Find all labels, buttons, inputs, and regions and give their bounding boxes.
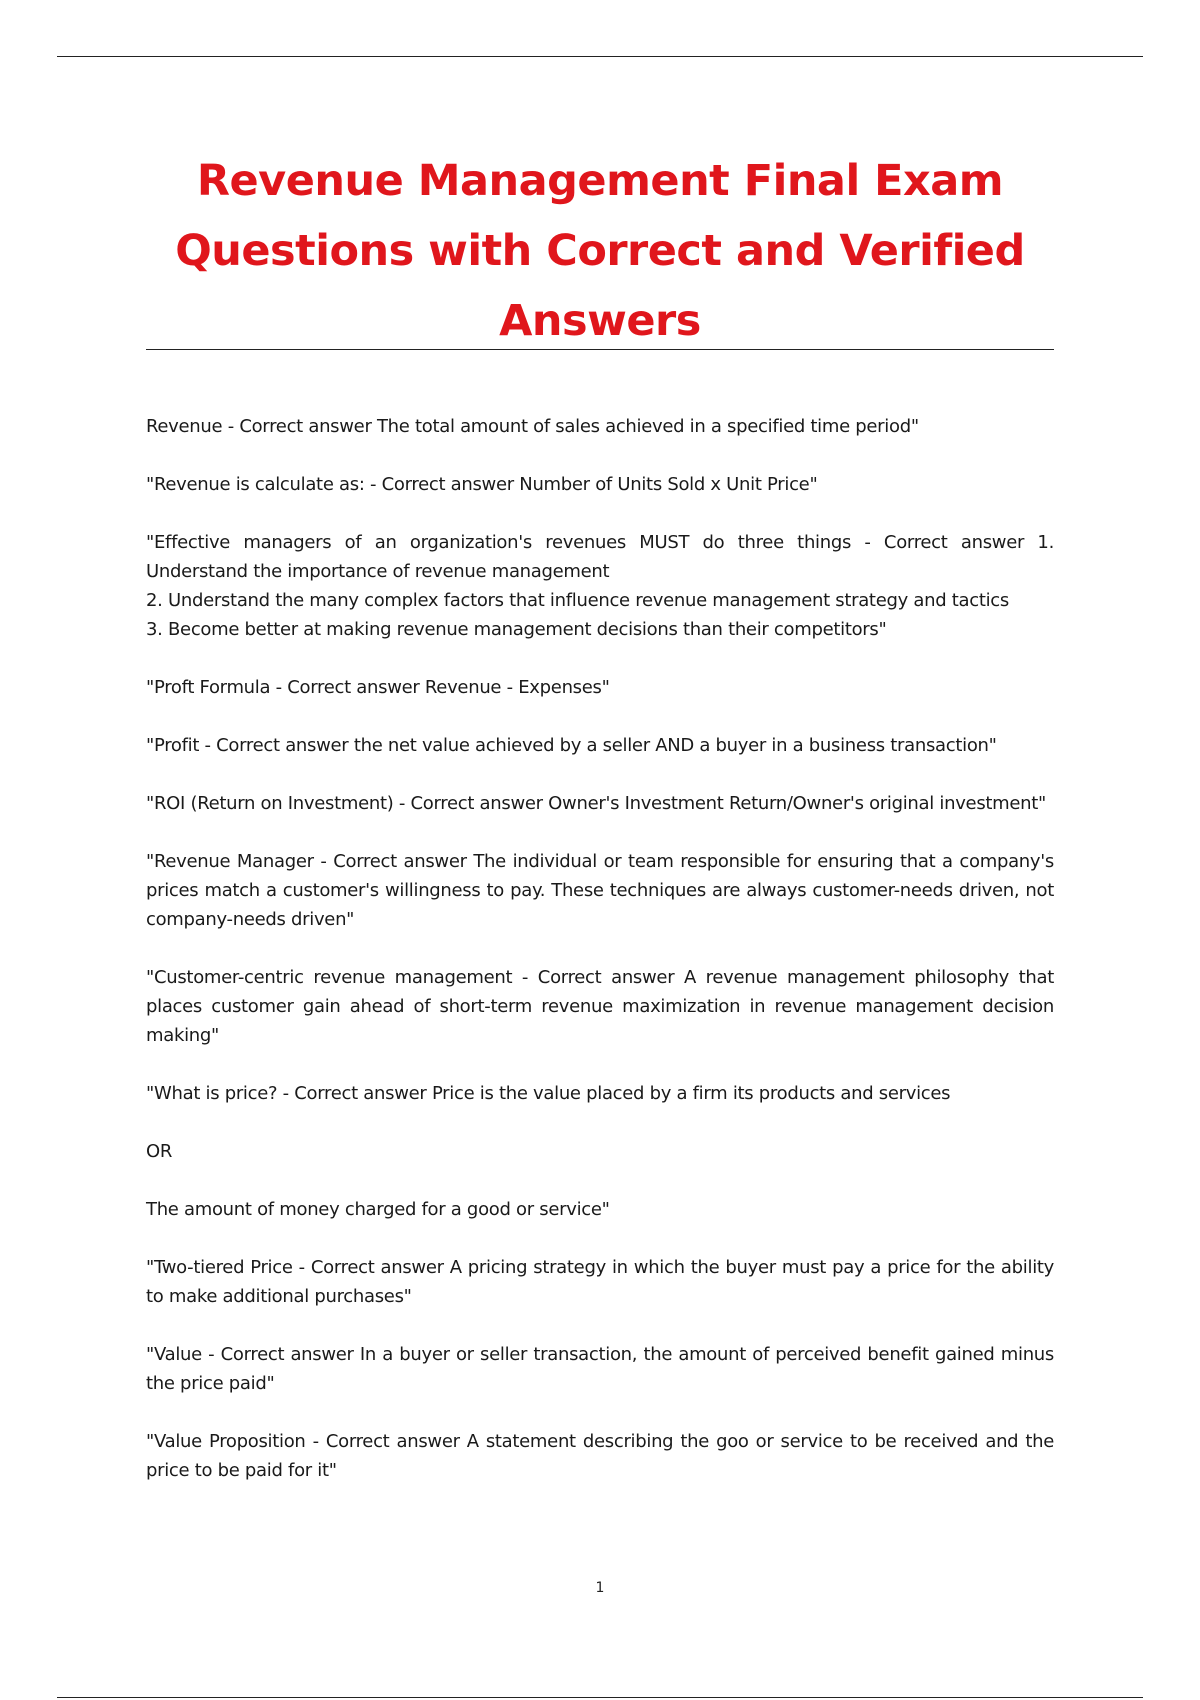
qa-revenue-calculation: "Revenue is calculate as: - Correct answer Number of Units Sold x Unit Price" xyxy=(146,474,818,495)
title-underline-rule xyxy=(146,349,1054,350)
qa-value-proposition: "Value Proposition - Correct answer A statement describing the goo or service to be received and the price to be paid for it" xyxy=(146,1431,1054,1481)
qa-effective-managers-line-2: 2. Understand the many complex factors that influence revenue management strategy and tactics xyxy=(146,590,1009,611)
qa-profit: "Profit - Correct answer the net value achieved by a seller AND a buyer in a business transaction" xyxy=(146,735,997,756)
qa-two-tiered-price: "Two-tiered Price - Correct answer A pricing strategy in which the buyer must pay a price for the ability to make additional purchases" xyxy=(146,1257,1054,1307)
qa-customer-centric: "Customer-centric revenue management - Correct answer A revenue management philosophy that places customer gain ahead of short-term revenue maximization in revenue management decision making" xyxy=(146,967,1054,1046)
qa-value: "Value - Correct answer In a buyer or seller transaction, the amount of perceived benefit gained minus the price paid" xyxy=(146,1344,1054,1394)
page-footer-rule xyxy=(57,1697,1143,1698)
qa-what-is-price: "What is price? - Correct answer Price is the value placed by a firm its products and services xyxy=(146,1083,951,1104)
qa-price-alternate: The amount of money charged for a good or service" xyxy=(146,1199,610,1220)
qa-or-separator: OR xyxy=(146,1141,173,1162)
qa-effective-managers xyxy=(146,528,1054,644)
qa-effective-managers-line-1: "Effective managers of an organization's revenues MUST do three things - Correct answer 1. Understand the importance of revenue management xyxy=(146,532,1054,582)
qa-roi: "ROI (Return on Investment) - Correct answer Owner's Investment Return/Owner's original investment" xyxy=(146,793,1047,814)
document-body xyxy=(146,412,1054,1514)
qa-effective-managers-line-3: 3. Become better at making revenue management decisions than their competitors" xyxy=(146,619,887,640)
page-header-rule xyxy=(57,56,1143,57)
page-number: 1 xyxy=(595,1580,605,1596)
qa-revenue-manager: "Revenue Manager - Correct answer The individual or team responsible for ensuring that a company's prices match a customer's willingness to pay. These techniques are always customer-needs driven, not company-needs driven" xyxy=(146,851,1054,930)
qa-revenue: Revenue - Correct answer The total amount of sales achieved in a specified time period" xyxy=(146,416,919,437)
document-title: Revenue Management Final Exam Questions with Correct and Verified Answers xyxy=(175,156,1025,346)
qa-profit-formula: "Proft Formula - Correct answer Revenue - Expenses" xyxy=(146,677,610,698)
